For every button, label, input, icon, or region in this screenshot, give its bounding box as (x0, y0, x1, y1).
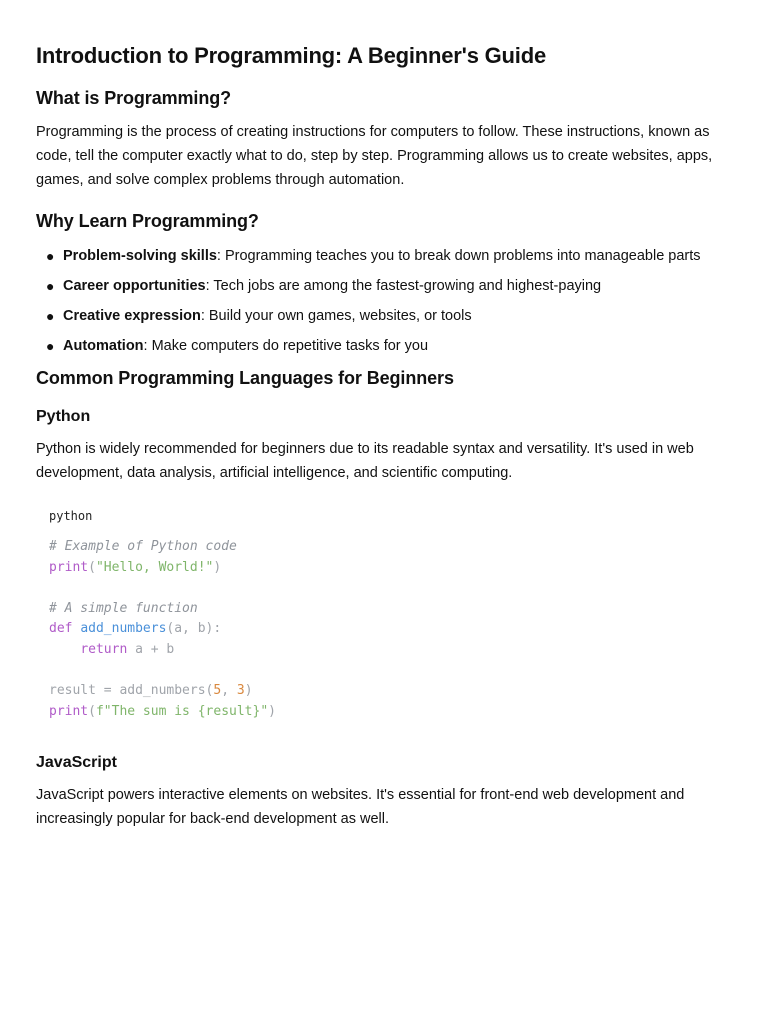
code-punctuation: ( (88, 559, 96, 575)
subheading-javascript: JavaScript (36, 754, 117, 772)
list-item-term: Career opportunities (63, 278, 206, 294)
list-item (46, 244, 732, 268)
code-punctuation: , (221, 683, 237, 699)
code-assignment: result = add_numbers( (49, 683, 214, 699)
code-keyword: print (49, 559, 89, 575)
reasons-list (36, 244, 732, 358)
python-code-block (36, 505, 732, 722)
python-paragraph: Python is widely recommended for beginners due to its readable syntax and versatility. It's used in web development, data analysis, artificial intelligence, and scientific computing. (36, 441, 694, 481)
code-function-name: add_numbers (80, 621, 167, 637)
list-item-term: Problem-solving skills (63, 248, 217, 264)
bullet-icon: ● (46, 248, 55, 264)
javascript-paragraph: JavaScript powers interactive elements on websites. It's essential for front-end web development and increasingly popular for back-end development as well. (36, 787, 685, 828)
page-title: Introduction to Programming: A Beginner's Guide (36, 43, 546, 68)
list-item-text: : Make computers do repetitive tasks for you (143, 338, 429, 354)
list-item (46, 304, 732, 328)
code-number: 5 (213, 683, 222, 699)
list-item-text: : Build your own games, websites, or tools (200, 308, 472, 324)
code-punctuation: ) (213, 559, 222, 575)
section-heading-why-learn: Why Learn Programming? (36, 211, 259, 231)
list-item-term: Creative expression (63, 308, 201, 324)
what-is-programming-paragraph: Programming is the process of creating instructions for computers to follow. These instructions, known as code, tell the computer exactly what to do, step by step. Programming allows us to create websites, apps, games, and solve complex problems through automation. (36, 124, 713, 188)
code-punctuation: ) (244, 683, 253, 699)
code-language-label: python (49, 509, 93, 523)
code-keyword: return (80, 641, 128, 657)
bullet-icon: ● (46, 338, 55, 354)
section-heading-what-is-programming: What is Programming? (36, 88, 232, 108)
code-content (49, 537, 719, 722)
code-params: (a, b): (166, 621, 222, 637)
list-item-term: Automation (63, 338, 144, 354)
list-item-text: : Tech jobs are among the fastest-growing and highest-paying (205, 278, 602, 294)
subheading-python: Python (36, 408, 91, 425)
code-keyword: print (49, 703, 89, 719)
bullet-icon: ● (46, 308, 55, 324)
code-string: "Hello, World!" (95, 559, 214, 575)
code-punctuation: ) (268, 703, 276, 719)
code-keyword: def (49, 621, 73, 637)
list-item-text: : Programming teaches you to break down problems into manageable parts (216, 248, 701, 264)
code-expression: a + b (135, 641, 175, 657)
bullet-icon: ● (46, 278, 55, 294)
code-punctuation: ( (88, 703, 96, 719)
code-number: 3 (236, 683, 245, 699)
code-comment: # A simple function (49, 600, 198, 616)
list-item (46, 334, 732, 358)
section-heading-common-languages: Common Programming Languages for Beginners (36, 368, 454, 388)
code-comment: # Example of Python code (49, 539, 237, 554)
code-string: f"The sum is {result}" (95, 703, 269, 719)
list-item (46, 274, 732, 298)
